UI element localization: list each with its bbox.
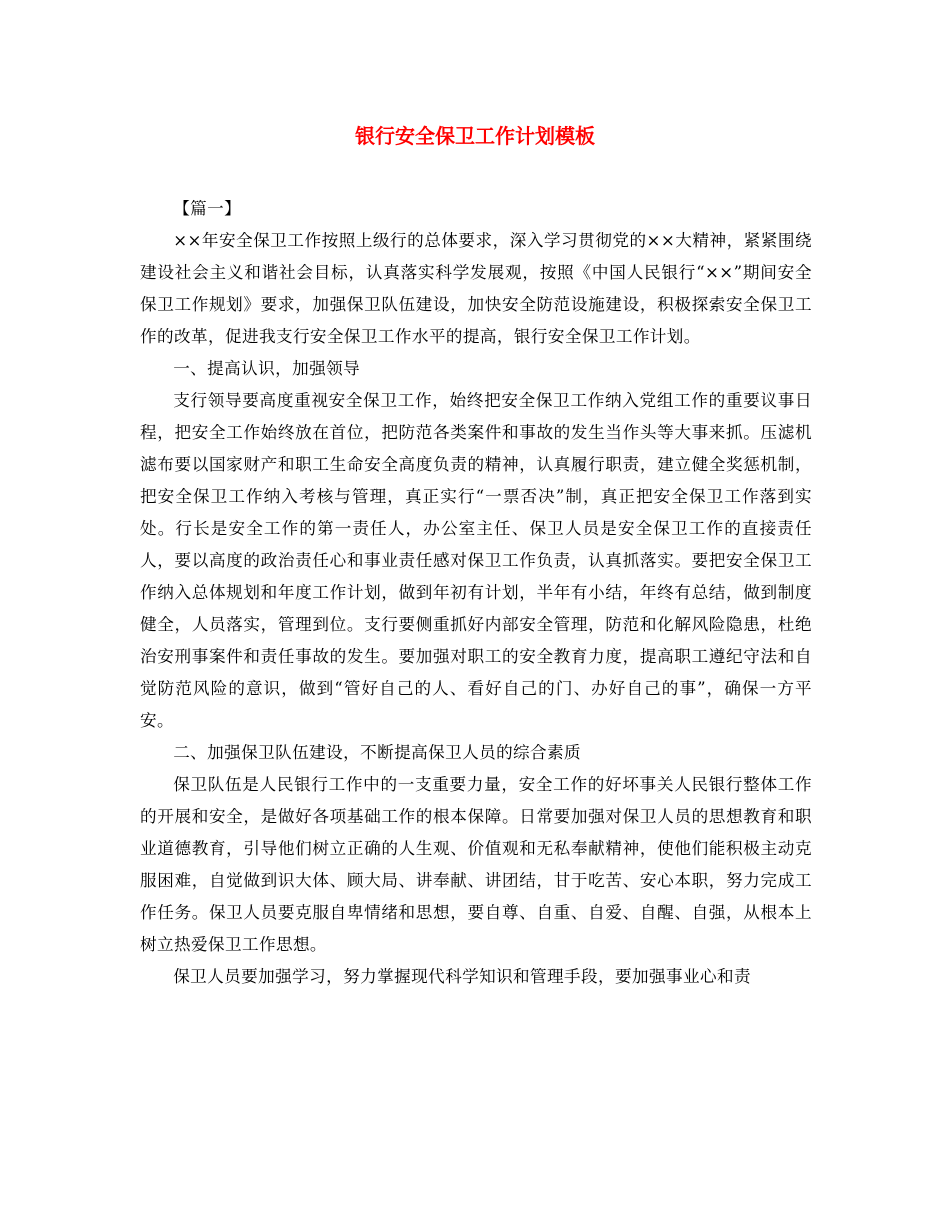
document-title: 银行安全保卫工作计划模板 bbox=[355, 124, 595, 148]
section-marker: 【篇一】 bbox=[173, 199, 242, 218]
paragraph-leadership: 支行领导要高度重视安全保卫工作，始终把安全保卫工作纳入党组工作的重要议事日程，把安全工作始终放在首位，把防范各类案件和事故的发生当作头等大事来抓。压滤机滤布要以国家财产和职工生命安全高度负责的精神，认真履行职责，建立健全奖惩机制，把安全保卫工作纳入考核与管理，真正实行“一票否决”制，真正把安全保卫工作落到实处。行长是安全工作的第一责任人，办公室主任、保卫人员是安全保卫工作的直接责任人，要以高度的政治责任心和事业责任感对保卫工作负责，认真抓落实。要把安全保卫工作纳入总体规划和年度工作计划，做到年初有计划，半年有小结，年终有总结，做到制度健全，人员落实，管理到位。支行要侧重抓好内部安全管理，防范和化解风险隐患，杜绝治安刑事案件和责任事故的发生。要加强对职工的安全教育力度，提高职工遵纪守法和自觉防范风险的意识，做到“管好自己的人、看好自己的门、办好自己的事”，确保一方平安。 bbox=[140, 391, 812, 730]
paragraph-study: 保卫人员要加强学习，努力掌握现代科学知识和管理手段，要加强事业心和责 bbox=[173, 967, 751, 986]
paragraph-intro: ××年安全保卫工作按照上级行的总体要求，深入学习贯彻党的××大精神，紧紧围绕建设社会主义和谐社会目标，认真落实科学发展观，按照《中国人民银行“××”期间安全保卫工作规划》要求，加强保卫队伍建设，加快安全防范设施建设，积极探索安全保卫工作的改革，促进我支行安全保卫工作水平的提高，银行安全保卫工作计划。 bbox=[140, 231, 812, 346]
section-heading-1: 一、提高认识，加强领导 bbox=[173, 359, 361, 378]
document-body bbox=[140, 193, 812, 993]
paragraph-team: 保卫队伍是人民银行工作中的一支重要力量，安全工作的好坏事关人民银行整体工作的开展和安全，是做好各项基础工作的根本保障。日常要加强对保卫人员的思想教育和职业道德教育，引导他们树立正确的人生观、价值观和无私奉献精神，使他们能积极主动克服困难，自觉做到识大体、顾大局、讲奉献、讲团结，甘于吃苦、安心本职，努力完成工作任务。保卫人员要克服自卑情绪和思想，要自尊、自重、自爱、自醒、自强，从根本上树立热爱保卫工作思想。 bbox=[140, 775, 812, 954]
section-heading-2: 二、加强保卫队伍建设，不断提高保卫人员的综合素质 bbox=[173, 743, 582, 762]
